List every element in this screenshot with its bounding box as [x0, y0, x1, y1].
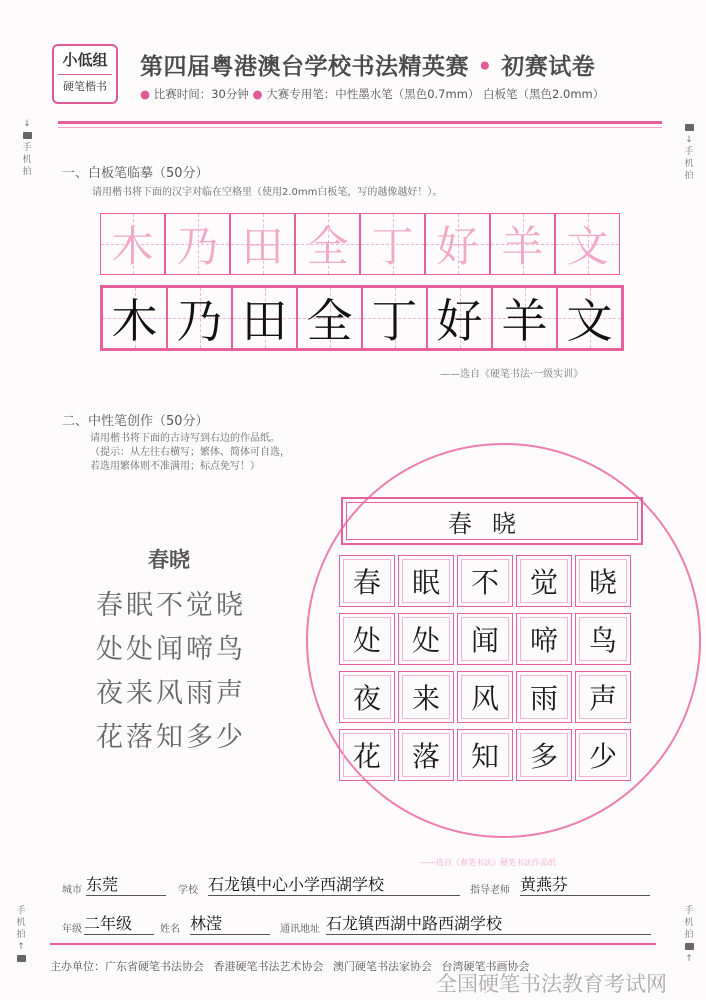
- work-char: 风: [470, 682, 499, 715]
- model-cell: [230, 213, 295, 275]
- work-char: 少: [588, 740, 617, 773]
- work-char: 春: [352, 566, 381, 599]
- address-label: 通讯地址: [280, 924, 320, 935]
- practice-cell: [492, 287, 557, 349]
- work-char: 雨: [529, 682, 558, 715]
- teacher-field[interactable]: 黄燕芬: [520, 872, 650, 896]
- poem-line: 花落知多少: [96, 722, 246, 753]
- work-cell: [398, 671, 454, 723]
- marker-text: 手: [684, 147, 694, 157]
- practice-cell-char: 全: [306, 294, 353, 348]
- work-char: 多: [529, 740, 558, 773]
- section1-source: ——选自《硬笔书法·一级实训》: [440, 369, 584, 380]
- camera-marker-bottom-left: [14, 905, 28, 965]
- bullet-icon: ●: [252, 87, 263, 101]
- category-label: 硬笔楷书: [63, 80, 107, 93]
- model-grid: [100, 213, 620, 275]
- practice-cell: [232, 287, 297, 349]
- marker-text: 手: [22, 143, 32, 153]
- camera-icon: ↑: [682, 941, 696, 965]
- marker-text: 手: [684, 906, 694, 916]
- work-cell: [457, 729, 513, 781]
- marker-text: 机: [22, 155, 32, 165]
- city-field[interactable]: 东莞: [86, 872, 166, 896]
- model-cell-char: 丁: [371, 222, 414, 271]
- section2-hint-3: 若选用繁体则不准满用；标点免写！）: [90, 461, 260, 472]
- model-cell: [360, 213, 425, 275]
- work-cell: [575, 729, 631, 781]
- work-cell: [457, 555, 513, 607]
- work-row: [339, 671, 634, 729]
- work-char: 闻: [470, 624, 499, 657]
- grade-field[interactable]: 二年级: [84, 911, 154, 935]
- practice-cell-char: 丁: [371, 294, 418, 348]
- work-char: 鸟: [588, 624, 617, 657]
- work-char: 知: [470, 740, 499, 773]
- camera-marker-top-right: [682, 122, 696, 182]
- model-cell: [490, 213, 555, 275]
- work-char: 落: [411, 740, 440, 773]
- practice-cell: [557, 287, 622, 349]
- work-char: 处: [411, 624, 440, 657]
- marker-text: 拍: [684, 930, 694, 940]
- work-char: 声: [588, 682, 617, 715]
- model-cell: [165, 213, 230, 275]
- work-cell: [516, 613, 572, 665]
- teacher-label: 指导老师: [470, 885, 510, 896]
- work-char: 来: [411, 682, 440, 715]
- camera-icon: ↓: [682, 122, 696, 146]
- section1-hint: 请用楷书将下面的汉字对临在空格里（使用2.0mm白板笔，写的越像越好！）。: [92, 187, 443, 198]
- watermark: 全国硬笔书法教育考试网: [436, 972, 667, 996]
- work-title-box: [341, 497, 643, 545]
- camera-marker-top-left: [20, 118, 34, 178]
- work-char: 啼: [529, 624, 558, 657]
- work-row: [339, 555, 634, 613]
- work-cell: [398, 613, 454, 665]
- marker-text: 机: [16, 918, 26, 928]
- marker-text: 机: [684, 918, 694, 928]
- group-label: 小低组: [62, 51, 108, 69]
- name-label: 姓名: [160, 924, 180, 935]
- model-cell-char: 文: [566, 222, 609, 271]
- page-title: [140, 48, 595, 81]
- practice-cell-char: 文: [566, 294, 613, 348]
- title-main: 第四届粤港澳台学校书法精英赛: [140, 54, 469, 80]
- practice-cell-char: 好: [436, 294, 483, 348]
- work-cell: [339, 613, 395, 665]
- practice-cell: [362, 287, 427, 349]
- camera-icon: ↑: [14, 941, 28, 965]
- work-cell: [457, 671, 513, 723]
- title-separator: •: [477, 54, 493, 80]
- title-tail: 初赛试卷: [501, 54, 596, 80]
- work-cell: [575, 671, 631, 723]
- section2-title: 二、中性笔创作（50分）: [62, 414, 209, 429]
- model-cell-char: 羊: [501, 222, 544, 271]
- work-cell: [516, 729, 572, 781]
- work-row: [339, 613, 634, 671]
- practice-cell: [167, 287, 232, 349]
- city-label: 城市: [62, 885, 82, 896]
- section2-hint-1: 请用楷书将下面的古诗写到右边的作品纸。: [90, 433, 280, 444]
- work-grid: [339, 555, 634, 787]
- model-cell-char: 全: [306, 222, 349, 271]
- marker-text: 拍: [22, 167, 32, 177]
- work-cell: [339, 729, 395, 781]
- practice-cell: [297, 287, 362, 349]
- model-cell: [100, 213, 165, 275]
- work-title: 春晓: [448, 509, 536, 538]
- pen-label: 大赛专用笔：中性墨水笔（黑色0.7mm） 白板笔（黑色2.0mm）: [266, 87, 605, 101]
- work-cell: [398, 555, 454, 607]
- work-row: [339, 729, 634, 787]
- group-badge: [52, 44, 118, 104]
- work-cell: [457, 613, 513, 665]
- work-cell: [339, 671, 395, 723]
- work-cell: [339, 555, 395, 607]
- work-cell: [575, 555, 631, 607]
- poem-line: 春眠不觉晓: [96, 590, 246, 621]
- model-cell-char: 田: [241, 222, 284, 271]
- address-field[interactable]: 石龙镇西湖中路西湖学校: [326, 911, 651, 935]
- model-cell: [425, 213, 490, 275]
- practice-cell-char: 乃: [176, 294, 223, 348]
- model-cell: [295, 213, 360, 275]
- work-char: 眠: [411, 566, 440, 599]
- bullet-icon: ●: [140, 87, 151, 101]
- work-cell: [516, 555, 572, 607]
- camera-icon: ↓: [20, 118, 34, 142]
- marker-text: 手: [16, 906, 26, 916]
- organizers: 主办单位：广东省硬笔书法协会 香港硬笔书法艺术协会 澳门硬笔书法家协会 台湾硬笔书画协会: [50, 960, 530, 973]
- marker-text: 拍: [16, 930, 26, 940]
- time-label: 比赛时间：30分钟: [153, 87, 249, 101]
- practice-cell-char: 木: [111, 294, 158, 348]
- practice-cell: [427, 287, 492, 349]
- section1-title: 一、白板笔临摹（50分）: [62, 166, 209, 181]
- header-rule: [58, 121, 662, 124]
- school-label: 学校: [178, 885, 198, 896]
- model-cell: [555, 213, 620, 275]
- work-char: 觉: [529, 566, 558, 599]
- poem-line: 处处闻啼鸟: [96, 634, 246, 665]
- model-cell-char: 木: [111, 222, 154, 271]
- work-char: 晓: [588, 566, 617, 599]
- marker-text: 机: [684, 159, 694, 169]
- footer-rule: [50, 943, 656, 945]
- work-cell: [575, 613, 631, 665]
- poem-line: 夜来风雨声: [96, 678, 246, 709]
- work-char: 处: [352, 624, 381, 657]
- work-cell: [516, 671, 572, 723]
- section2-source: ——选自《春笔书法》硬笔书法作品纸: [420, 858, 556, 867]
- work-cell: [398, 729, 454, 781]
- name-field[interactable]: 林滢: [190, 911, 270, 935]
- exam-info: [140, 86, 604, 102]
- work-char: 花: [352, 740, 381, 773]
- header-rule-thin: [58, 127, 662, 128]
- grade-label: 年级: [62, 924, 82, 935]
- model-cell-char: 好: [436, 222, 479, 271]
- practice-cell-char: 田: [241, 294, 288, 348]
- badge-divider: [58, 74, 112, 75]
- practice-grid: [100, 285, 624, 351]
- marker-text: 拍: [684, 171, 694, 181]
- poem-title: 春晓: [148, 548, 190, 572]
- model-cell-char: 乃: [176, 222, 219, 271]
- practice-cell: [102, 287, 167, 349]
- work-char: 不: [470, 566, 499, 599]
- practice-cell-char: 羊: [501, 294, 548, 348]
- school-field[interactable]: 石龙镇中心小学西湖学校: [208, 872, 460, 896]
- section2-hint-2: （提示：从左往右横写；繁体、简体可自选，: [90, 447, 290, 458]
- camera-marker-bottom-right: [682, 905, 696, 965]
- work-char: 夜: [352, 682, 381, 715]
